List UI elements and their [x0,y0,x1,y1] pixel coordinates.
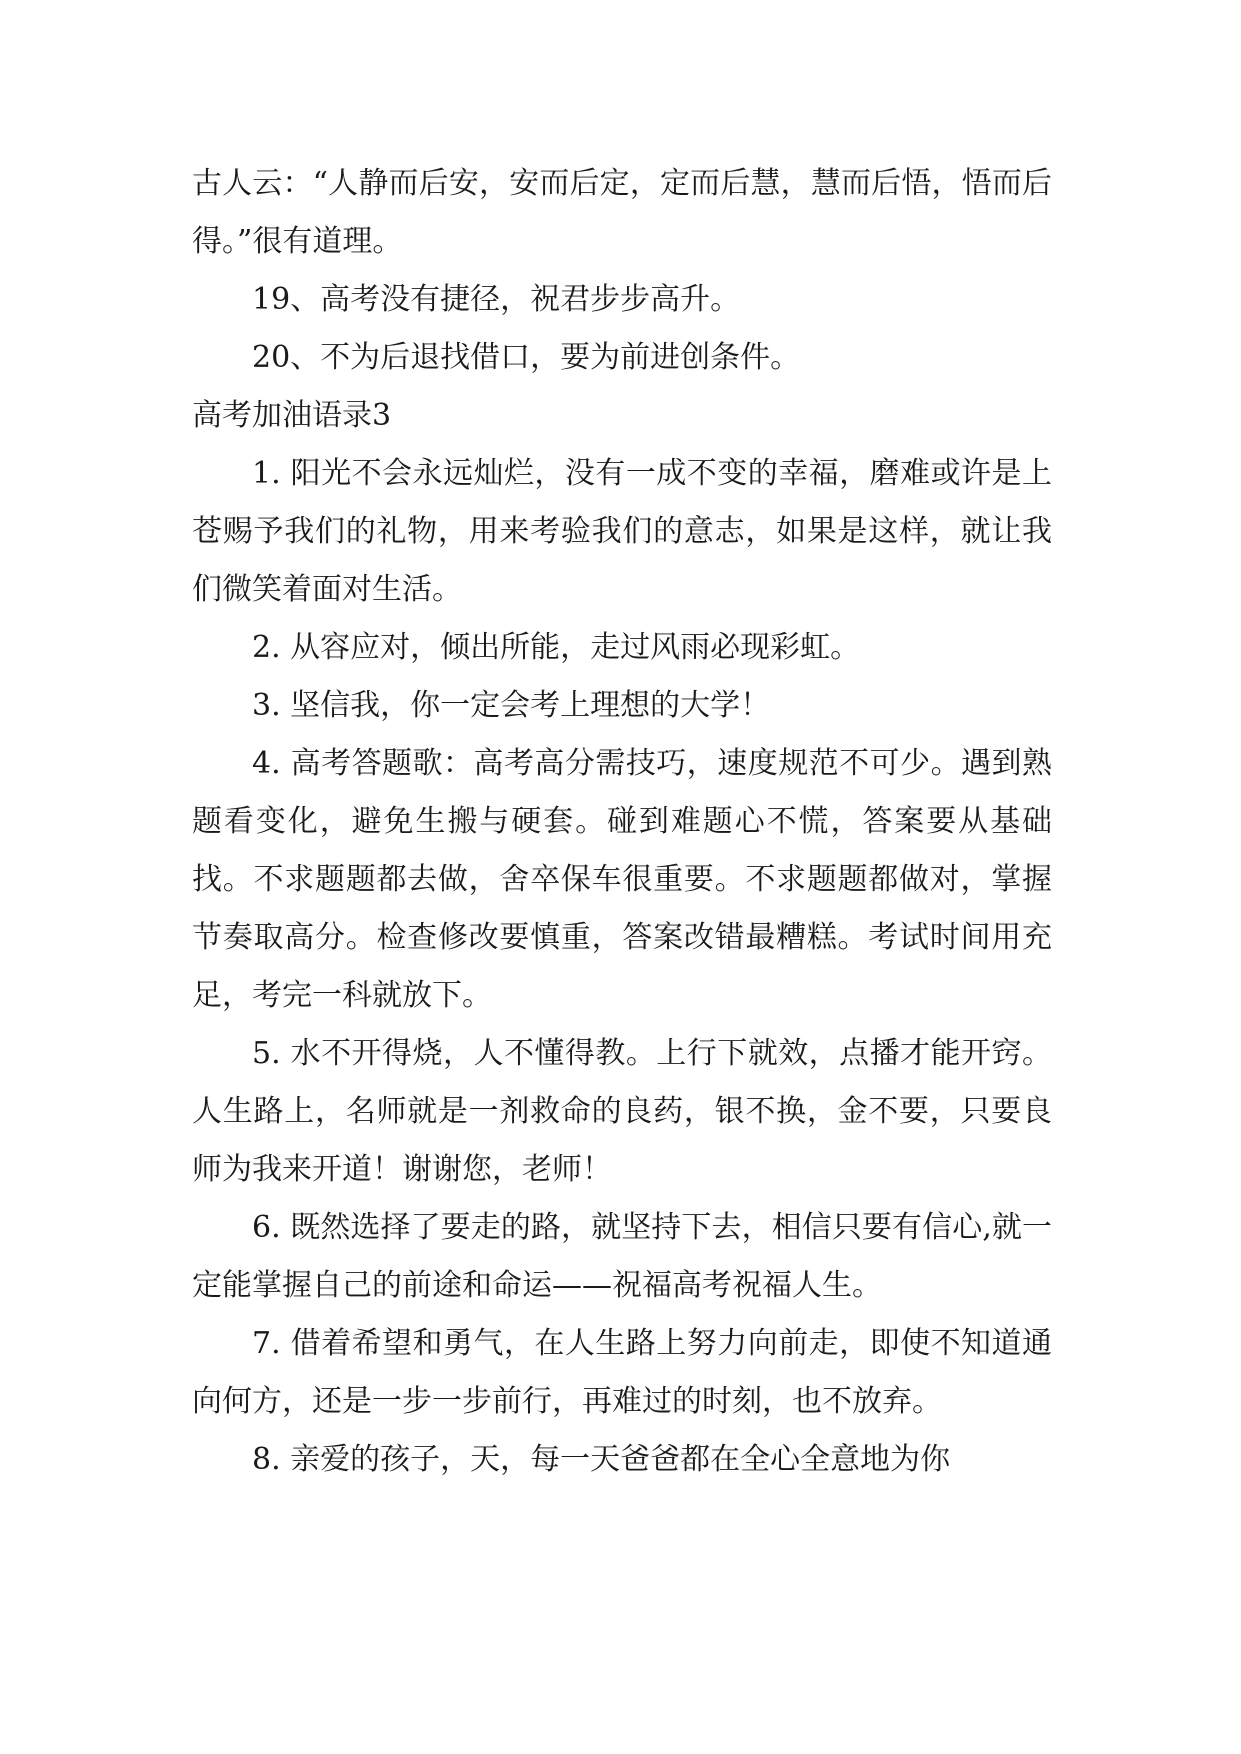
paragraph-item-1: 1. 阳光不会永远灿烂，没有一成不变的幸福，磨难或许是上苍赐予我们的礼物，用来考验我们的意志，如果是这样，就让我们微笑着面对生活。 [192,456,1052,607]
section-heading: 高考加油语录3 [192,398,392,433]
paragraph-item-3: 3. 坚信我，你一定会考上理想的大学！ [252,688,771,723]
paragraph-item-5: 5. 水不开得烧，人不懂得教。上行下就效，点播才能开窍。人生路上，名师就是一剂救命的良药，银不换，金不要，只要良师为我来开道！谢谢您，老师！ [192,1036,1052,1187]
document-page [192,155,1052,1489]
paragraph-item-4: 4. 高考答题歌：高考高分需技巧，速度规范不可少。遇到熟题看变化，避免生搬与硬套。碰到难题心不慌，答案要从基础找。不求题题都去做，舍卒保车很重要。不求题题都做对，掌握节奏取高分。检查修改要慎重，答案改错最糟糕。考试时间用充足，考完一科就放下。 [192,746,1052,1013]
paragraph-item-19: 19、高考没有捷径，祝君步步高升。 [252,282,741,317]
paragraph-item-20: 20、不为后退找借口，要为前进创条件。 [252,340,801,375]
paragraph-intro-quote: 古人云：“人静而后安，安而后定，定而后慧，慧而后悟，悟而后得。”很有道理。 [192,166,1052,259]
paragraph-item-6: 6. 既然选择了要走的路，就坚持下去，相信只要有信心,就一定能掌握自己的前途和命运——祝福高考祝福人生。 [192,1210,1052,1303]
paragraph-item-7: 7. 借着希望和勇气，在人生路上努力向前走，即使不知道通向何方，还是一步一步前行，再难过的时刻，也不放弃。 [192,1326,1052,1419]
paragraph-item-2: 2. 从容应对，倾出所能，走过风雨必现彩虹。 [252,630,861,665]
paragraph-item-8: 8. 亲爱的孩子，天，每一天爸爸都在全心全意地为你 [252,1442,951,1477]
